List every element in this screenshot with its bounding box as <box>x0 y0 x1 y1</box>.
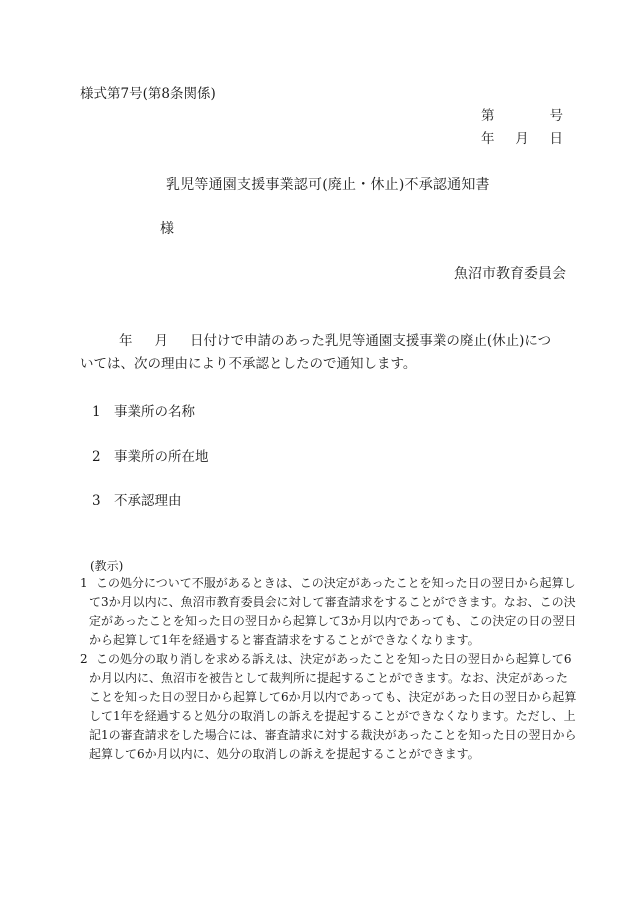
note-line: して1年を経過すると処分の取消しの訴えを提起することができなくなります。ただし、上 <box>89 709 576 723</box>
body-month: 月 <box>154 333 168 349</box>
item-facility-name <box>92 400 195 420</box>
item-label: 不承認理由 <box>114 493 182 509</box>
document-title: 乳児等通園支援事業認可(廃止・休止)不承認通知書 <box>166 177 490 193</box>
number-suffix: 号 <box>549 108 563 124</box>
note-line: 起算して6か月以内に、処分の取消しの訴えを提起することができます。 <box>89 747 480 761</box>
notes-heading: (教示) <box>90 559 124 573</box>
note-line: 2 この処分の取り消しを求める訴えは、決定があったことを知った日の翌日から起算して6 <box>80 650 564 669</box>
note-line: 記1の審査請求をした場合には、審査請求に対する裁決があったことを知った日の翌日から <box>89 728 577 742</box>
notice-body <box>80 330 562 376</box>
note-number: 2 <box>80 652 88 666</box>
note-line: て3か月以内に、魚沼市教育委員会に対して審査請求をすることができます。なお、この決 <box>89 595 576 609</box>
document-number <box>481 104 563 124</box>
date-month: 月 <box>515 131 529 147</box>
note-number: 1 <box>80 576 88 590</box>
item-label: 事業所の名称 <box>114 404 195 420</box>
addressee: 様 <box>160 221 174 237</box>
note-line: から起算して1年を経過すると審査請求をすることができなくなります。 <box>89 633 480 647</box>
item-number: 1 <box>92 404 101 420</box>
issuer: 魚沼市教育委員会 <box>454 266 566 282</box>
note-line: 定があったことを知った日の翌日から起算して3か月以内であっても、この決定の日の翌日 <box>89 614 577 628</box>
item-number: 2 <box>92 449 101 465</box>
note-entry-2 <box>80 650 577 764</box>
note-line: 1 この処分について不服があるときは、この決定があったことを知った日の翌日から起算し <box>80 574 564 593</box>
form-number: 様式第7号(第8条関係) <box>80 86 216 102</box>
body-year: 年 <box>119 333 133 349</box>
item-facility-address <box>92 445 209 465</box>
note-line: か月以内に、魚沼市を被告として裁判所に提起することができます。なお、決定があった <box>89 671 568 685</box>
note-entry-1 <box>80 574 577 650</box>
item-label: 事業所の所在地 <box>114 449 209 465</box>
note-line: ことを知った日の翌日から起算して6か月以内であっても、決定があった日の翌日から起算 <box>89 690 577 704</box>
date-day: 日 <box>549 131 563 147</box>
body-line1-text: 日付けで申請のあった乳児等通園支援事業の廃止(休止)につ <box>190 333 552 349</box>
notice-body-line-2: いては、次の理由により不承認としたので通知します。 <box>80 356 417 372</box>
number-prefix: 第 <box>481 108 495 124</box>
item-number: 3 <box>92 493 101 509</box>
notes-list <box>80 574 577 764</box>
date-year: 年 <box>481 131 495 147</box>
item-rejection-reason <box>92 489 182 509</box>
notice-body-line-1 <box>80 330 562 353</box>
document-date <box>481 127 563 147</box>
